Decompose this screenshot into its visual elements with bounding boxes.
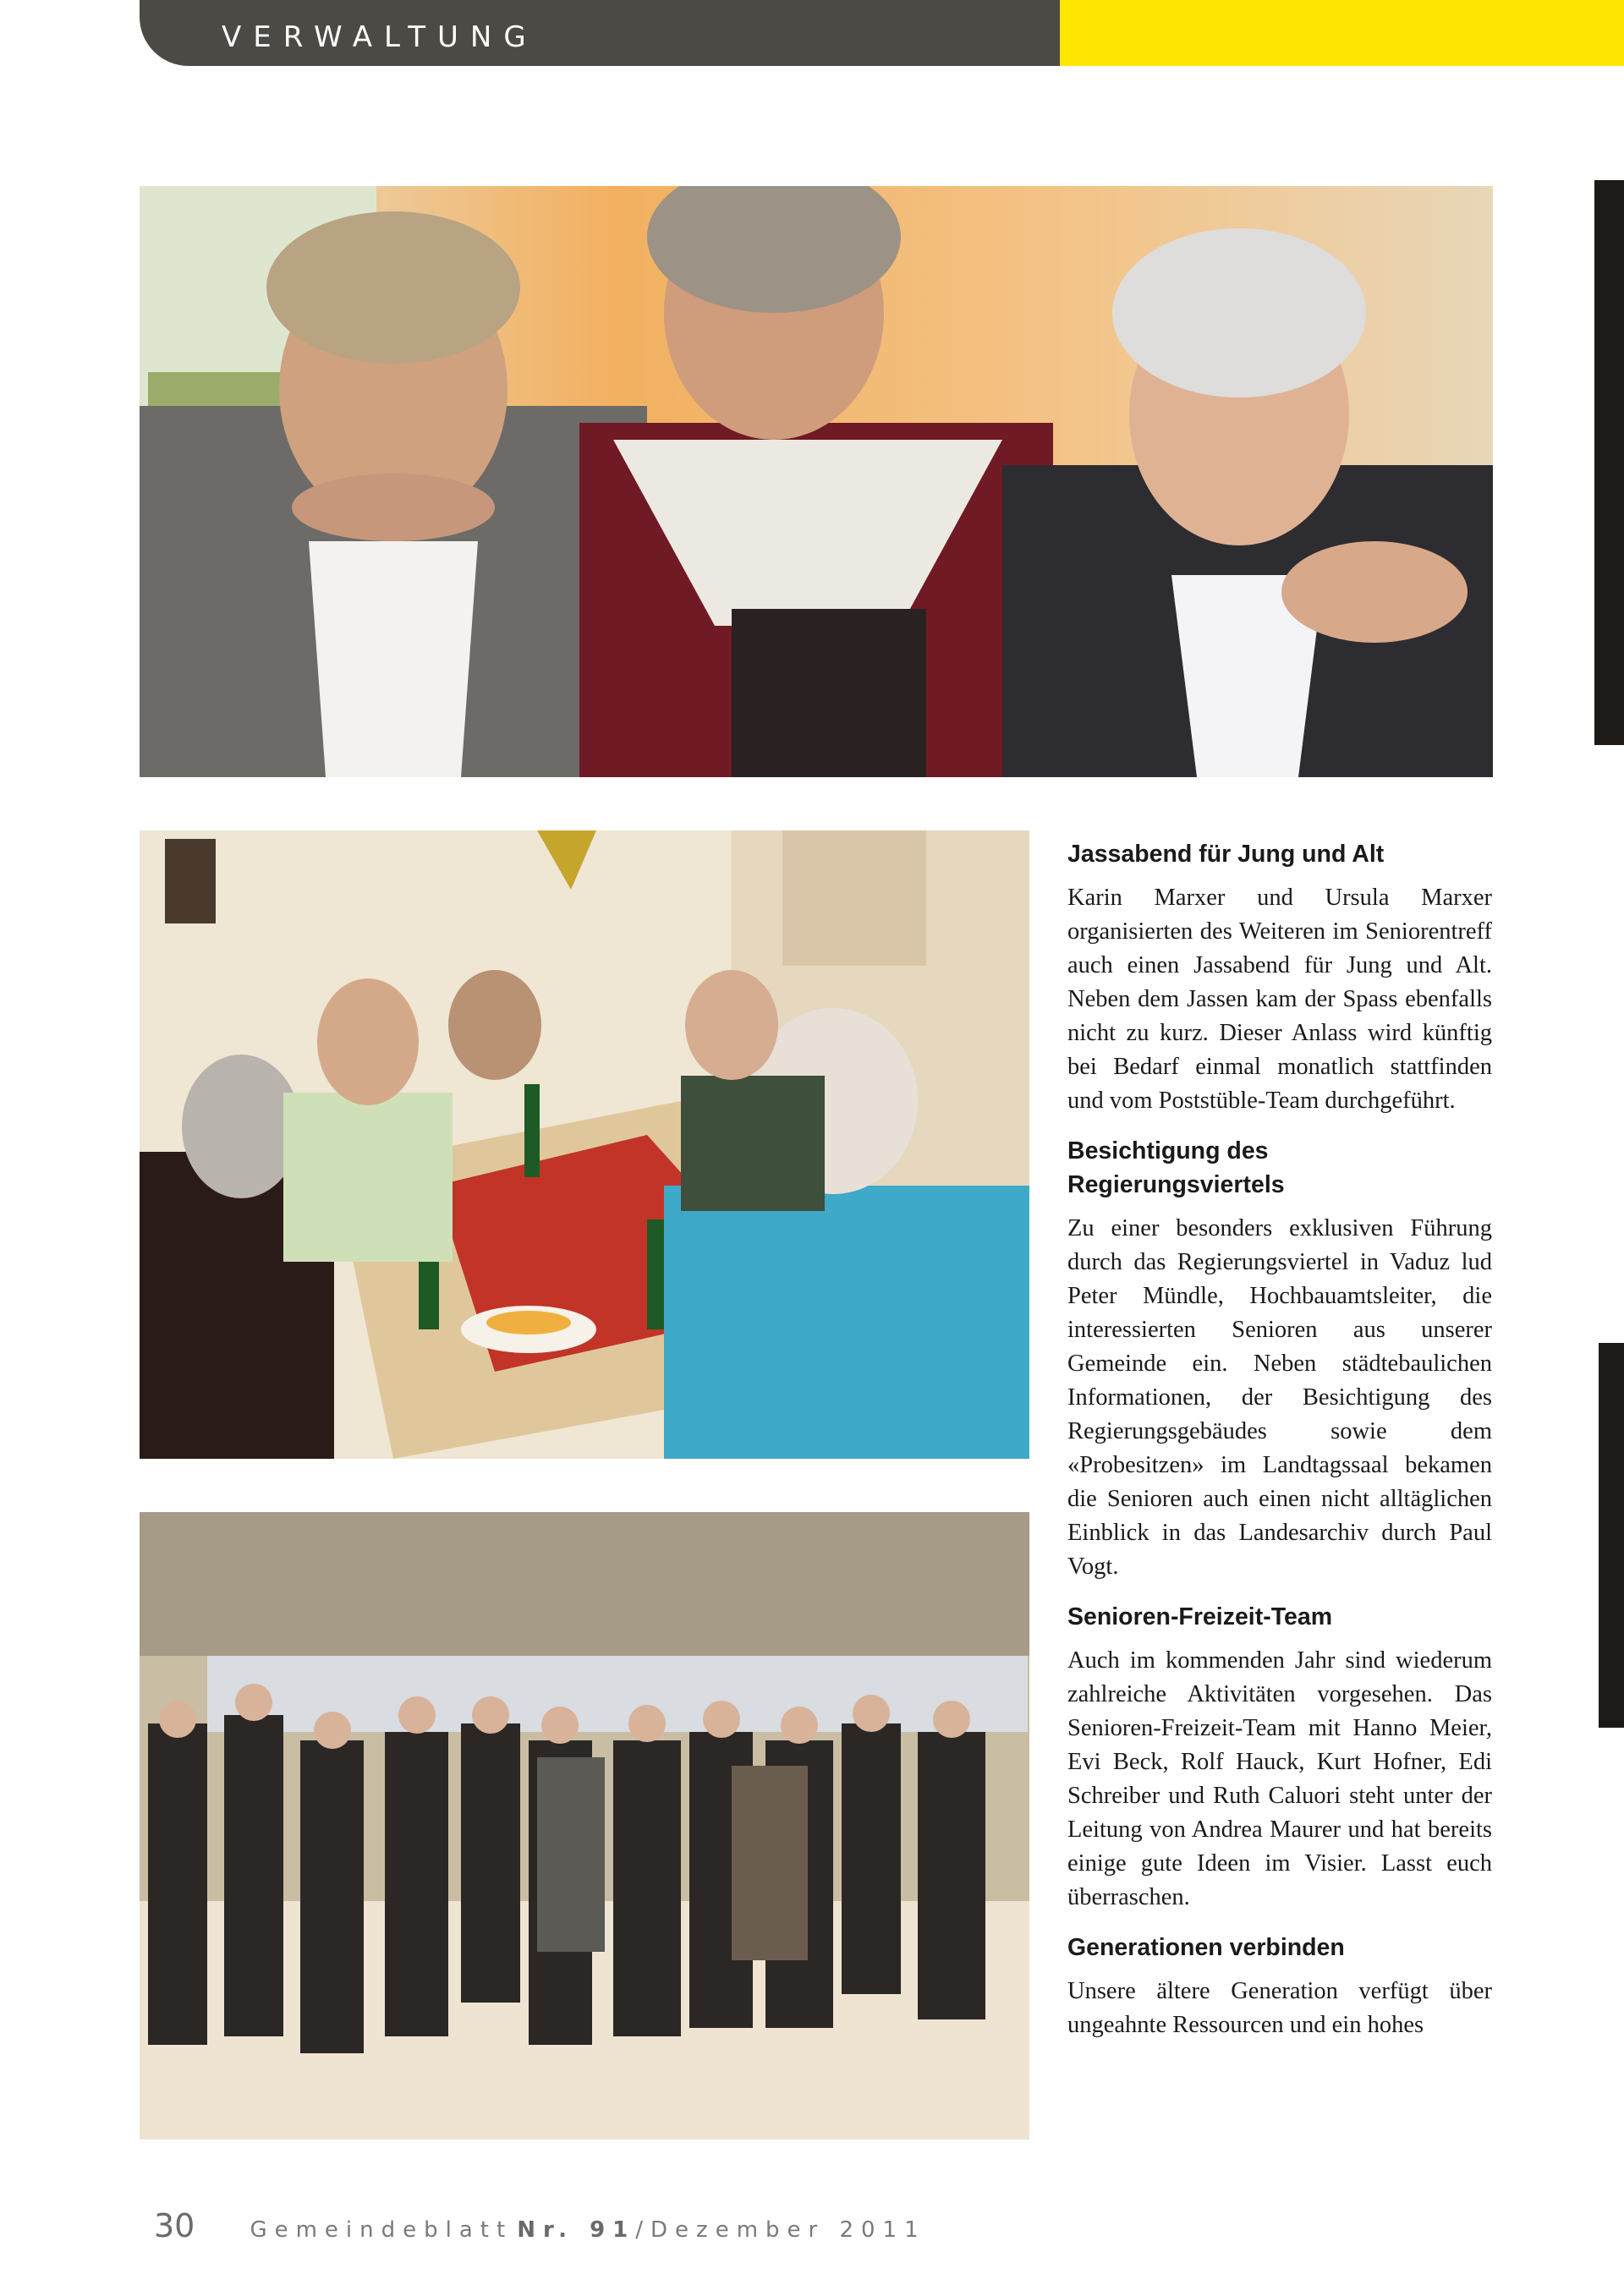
group-tour-photo	[140, 1512, 1029, 2140]
page-footer	[154, 2207, 926, 2244]
section-heading: Besichtigung des Regierungsviertels	[1067, 1137, 1285, 1198]
section-heading: Jassabend für Jung und Alt	[1067, 841, 1385, 868]
section-heading: Senioren-Freizeit-Team	[1067, 1603, 1333, 1630]
three-elderly-women-photo	[140, 186, 1493, 777]
facing-page-image-edge	[1599, 1343, 1624, 1728]
issue-number: Nr. 91	[517, 2217, 636, 2243]
section-body: Karin Marxer und Ursula Marxer organisierten des Weiteren im Seniorentreff auch einen Jassabend für Jung und Alt. Neben dem Jassen kam der Spass ebenfalls nicht zu kurz. Dieser Anlass wird künftig bei Bedarf einmal monatlich stattfinden und vom Poststüble-Team durchgeführt.	[1067, 885, 1492, 1114]
card-game-table-photo	[140, 830, 1029, 1459]
publication-name: Gemeindeblatt	[250, 2217, 513, 2243]
section-body: Zu einer besonders exklusiven Führung durch das Regierungsviertel in Vaduz lud Peter Mündle, Hochbauamtsleiter, die interessierten Senioren aus unserer Gemeinde ein. Neben städtebaulichen Informationen, der Besichtigung des Regierungsgebäudes sowie dem «Probesitzen» im Landtagssaal bekamen die Senioren auch einen nicht alltäglichen Einblick in das Landesarchiv durch Paul Vogt.	[1067, 1215, 1492, 1580]
section-body: Unsere ältere Generation verfügt über ungeahnte Ressourcen und ein hohes	[1067, 1978, 1492, 2038]
header-accent-bar	[1060, 0, 1624, 66]
issue-date: Dezember 2011	[650, 2217, 926, 2243]
section-heading: Generationen verbinden	[1067, 1934, 1345, 1961]
facing-page-image-edge	[1594, 180, 1624, 745]
article-column	[1067, 837, 1492, 2058]
page-number: 30	[154, 2207, 195, 2244]
footer-separator: /	[635, 2217, 651, 2243]
section-body: Auch im kommenden Jahr sind wiederum zahlreiche Aktivitäten vorgesehen. Das Senioren-Freizeit-Team mit Hanno Meier, Evi Beck, Rolf Hauck, Kurt Hofner, Edi Schreiber und Ruth Caluori steht unter der Leitung von Andrea Maurer und hat bereits einige gute Ideen im Visier. Lasst euch überraschen.	[1067, 1647, 1492, 1910]
section-title: VERWALTUNG	[222, 20, 538, 54]
